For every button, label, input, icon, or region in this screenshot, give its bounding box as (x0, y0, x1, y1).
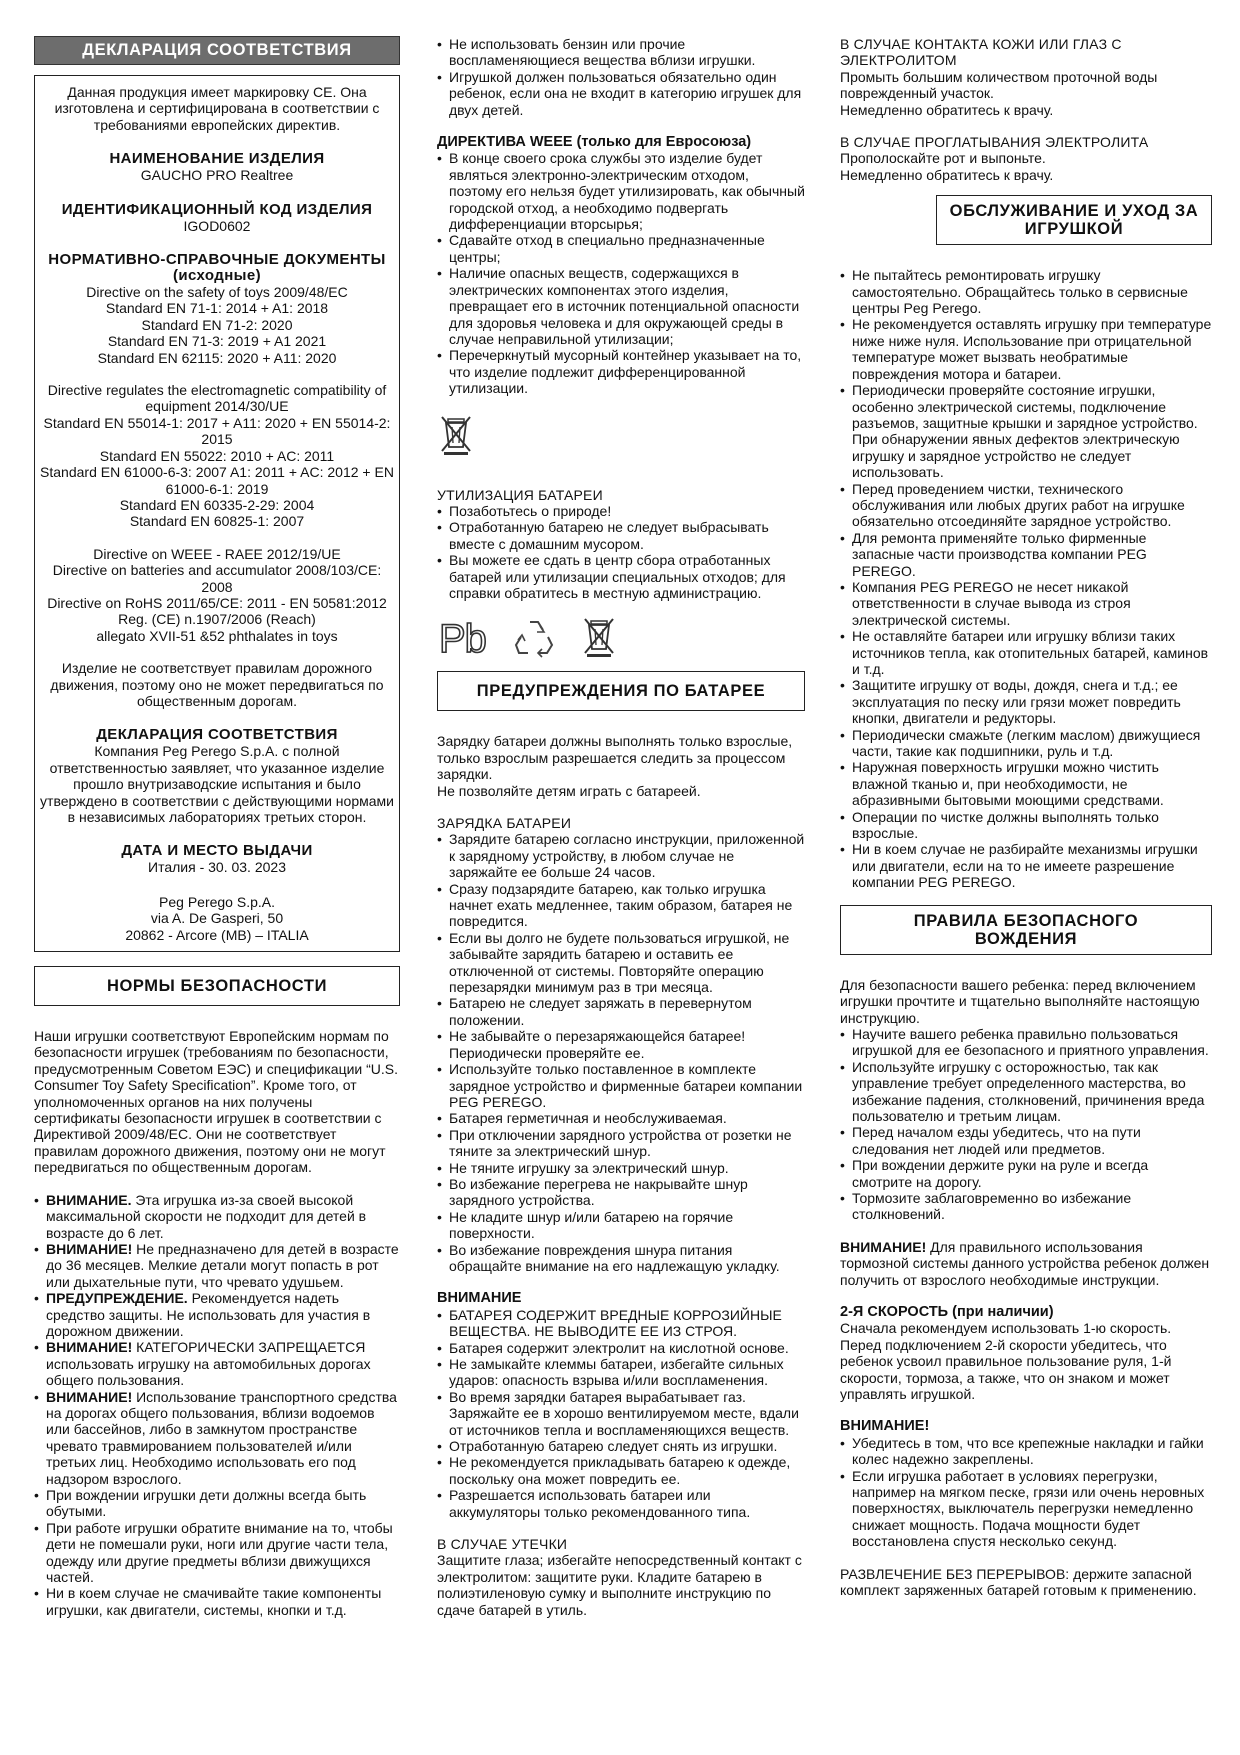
declaration-title: ДЕКЛАРАЦИЯ СООТВЕТСТВИЯ (34, 36, 400, 65)
list-item: • Не кладите шнур и/или батарею на горячие поверхности. (437, 1209, 805, 1242)
road-notice: Изделие не соответствует правилам дорожного движения, поэтому оно не может передвигаться по общественным дорогам. (50, 660, 384, 709)
list-item: • При вождении держите руки на руле и всегда смотрите на дорогу. (840, 1157, 1212, 1190)
list-item: • Периодически проверяйте состояние игрушки, особенно электрической системы, подключение разъемов, защитные крышки и зарядное устройство. При обнаружении явных дефектов электрическую игрушку и зарядное устройство не следует использовать. (840, 382, 1212, 480)
column-3 (840, 36, 1212, 1599)
list-item: • Наличие опасных веществ, содержащихся в электрических компонентах этого изделия, превращает его в источник потенциальной опасности для здоровья человека и для окружающей среды в случае неправильной утилизации; (437, 265, 805, 347)
list-item: • Используйте только поставленное в комплекте зарядное устройство и фирменные батареи компании PEG PEREGO. (437, 1061, 805, 1110)
list-item: • Для ремонта применяйте только фирменные запасные части производства компании PEG PEREGO. (840, 530, 1212, 579)
list-item-text: Эта игрушка из-за своей высокой максимальной скорости не подходит для детей в возрасте до 6 лет. (46, 1191, 367, 1241)
skin-text-2: Немедленно обратитесь к врачу. (840, 101, 1054, 118)
weee-heading: ДИРЕКТИВА WEEE (только для Евросоюза) (437, 134, 752, 151)
list-item (34, 1487, 400, 1520)
list-item: • Наружная поверхность игрушки можно чистить влажной тканью и, при необходимости, не абразивными бытовыми моющими средствами. (840, 759, 1212, 808)
list-item: • Игрушкой должен пользоваться обязательно один ребенок, если она не входит в категорию игрушек для двух детей. (437, 69, 805, 118)
emc-line: Standard EN 60825-1: 2007 (129, 513, 305, 530)
list-item-text: Ни в коем случае не смачивайте такие компоненты игрушки, как двигатели, системы, кнопки и т.д. (46, 1585, 382, 1618)
list-item: • Не оставляйте батареи или игрушку вблизи таких источников тепла, как отопительных батарей, каминов и т.д. (840, 628, 1212, 677)
crossed-bin-icon (439, 413, 473, 457)
declaration-box (34, 75, 400, 952)
safety-list (34, 1192, 400, 1619)
leak-text: Защитите глаза; избегайте непосредственный контакт с электролитом: защитите руки. Кладите батарею в полиэтиленовую сумку и выполните инструкцию по сдаче батарей в утиль. (437, 1552, 802, 1618)
column-2 (437, 36, 805, 1618)
conformity-heading: ДЕКЛАРАЦИЯ СООТВЕТСТВИЯ (96, 726, 338, 744)
norms-line: Standard EN 71-1: 2014 + A1: 2018 (105, 300, 329, 317)
list-item: • Компания PEG PEREGO не несет никакой ответственности в случае вывода из строя электрической системы. (840, 579, 1212, 628)
weee-line: allegato XVII-51 &52 phthalates in toys (96, 627, 338, 644)
date-text: Италия - 30. 03. 2023 (148, 859, 286, 876)
attention-heading-2: ВНИМАНИЕ! (840, 1418, 930, 1435)
battery-icons (439, 615, 805, 662)
recycle-icon (512, 617, 556, 659)
attention-list-2 (840, 1435, 1212, 1550)
speed-text: Сначала рекомендуем использовать 1-ю скорость. Перед подключением 2-й скорости убедитесь, что ребенок усвоил правильное пользование руля, 1-й скорости, тормоза, а также, что он знаком и может управлять игрушкой. (840, 1320, 1172, 1403)
box-intro: Данная продукция имеет маркировку CE. Она изготовлена и сертифицирована в соответствии с требованиями европейских директив. (54, 84, 380, 133)
list-item: • Не рекомендуется прикладывать батарею к одежде, поскольку она может повредить ее. (437, 1454, 805, 1487)
list-item-keyword: ВНИМАНИЕ! (46, 1339, 133, 1356)
weee-lines (37, 546, 397, 644)
list-item: • БАТАРЕЯ СОДЕРЖИТ ВРЕДНЫЕ КОРРОЗИЙНЫЕ ВЕЩЕСТВА. НЕ ВЫВОДИТЕ ЕЕ ИЗ СТРОЯ. (437, 1307, 805, 1340)
list-item: • Используйте игрушку с осторожностью, так как управление требует определенного мастерства, во избежание падения, столкновений, причинения вреда пользователю и третьим лицам. (840, 1059, 1212, 1125)
list-item-keyword: ПРЕДУПРЕЖДЕНИЕ. (46, 1290, 188, 1307)
list-item: • Не использовать бензин или прочие воспламеняющиеся вещества вблизи игрушки. (437, 36, 805, 69)
list-item: • Отработанную батарею не следует выбрасывать вместе с домашним мусором. (437, 519, 805, 552)
weee-line: Reg. (CE) n.1907/2006 (Reach) (118, 611, 316, 628)
conformity-text: Компания Peg Perego S.p.A. с полной ответственностью заявляет, что указанное изделие прошло внутризаводские испытания и было утверждено в соответствии с действующими нормами в независимых лабораториях третьих сторон. (40, 743, 394, 825)
list-item: • Защитите игрушку от воды, дождя, снега и т.д.; ее эксплуатация по песку или грязи может повредить кнопки, двигатели и редукторы. (840, 677, 1212, 726)
list-item-text: КАТЕГОРИЧЕСКИ ЗАПРЕЩАЕТСЯ использовать игрушку на автомобильных дорогах общего пользования. (46, 1339, 371, 1389)
list-item: • Батарея герметичная и необслуживаемая. (437, 1110, 805, 1126)
list-item: • Перед проведением чистки, технического обслуживания или любых других работ на игрушке обязательно отсоединяйте зарядное устройство. (840, 481, 1212, 530)
list-item: • Ни в коем случае не разбирайте механизмы игрушки или двигатели, если на то не имеете разрешение компании PEG PEREGO. (840, 841, 1212, 890)
list-item-keyword: ВНИМАНИЕ! (46, 1240, 133, 1257)
brake-text: Для правильного использования тормозной системы данного устройства ребенок должен получить от взрослого необходимые инструкции. (840, 1238, 1210, 1288)
list-item: • Зарядите батарею согласно инструкции, приложенной к зарядному устройству, в любом случае не заряжайте ее больше 24 часов. (437, 831, 805, 880)
list-item: • Не рекомендуется оставлять игрушку при температуре ниже ниже нуля. Использование при отрицательной температуре может вызвать необратимые повреждения мотора и батареи. (840, 316, 1212, 382)
list-item (34, 1389, 400, 1487)
swallow-text-2: Немедленно обратитесь к врачу. (840, 166, 1054, 183)
norms-line: Standard EN 71-3: 2019 + A1 2021 (107, 333, 327, 350)
weee-line: Directive on WEEE - RAEE 2012/19/UE (93, 545, 341, 562)
list-item: • При отключении зарядного устройства от розетки не тяните за электрический шнур. (437, 1127, 805, 1160)
swallow-heading: В СЛУЧАЕ ПРОГЛАТЫВАНИЯ ЭЛЕКТРОЛИТА (840, 134, 1149, 151)
product-name-heading: НАИМЕНОВАНИЕ ИЗДЕЛИЯ (109, 150, 325, 168)
list-item: • Перечеркнутый мусорный контейнер указывает на то, что изделие подлежит дифференцированной утилизации. (437, 347, 805, 396)
driving-list (840, 1026, 1212, 1223)
battery-disposal-heading: УТИЛИЗАЦИЯ БАТАРЕИ (437, 486, 603, 503)
skin-text: Промыть большим количеством проточной воды поврежденный участок. (840, 68, 1158, 102)
leak-heading: В СЛУЧАЕ УТЕЧКИ (437, 1536, 568, 1553)
address-line: via A. De Gasperi, 50 (150, 910, 284, 927)
safety-title: НОРМЫ БЕЗОПАСНОСТИ (34, 966, 400, 1006)
care-list (840, 267, 1212, 890)
driving-intro: Для безопасности вашего ребенка: перед включением игрушки прочтите и тщательно выполняйте настоящую инструкцию. (840, 976, 1200, 1026)
battery-disposal-list (437, 503, 805, 601)
list-item-text: Использование транспортного средства на дорогах общего пользования, вблизи водоемов или бассейнов, либо в замкнутом пространстве чревато травмированием пользователей и/или третьих лиц. Необходимо использовать его под надзором взрослого. (46, 1388, 397, 1487)
brake-keyword: ВНИМАНИЕ! (840, 1238, 927, 1255)
weee-list (437, 150, 805, 396)
list-item: • Сдавайте отход в специально предназначенные центры; (437, 232, 805, 265)
address-line: Peg Perego S.p.A. (159, 893, 275, 910)
column-1 (34, 36, 400, 1618)
norms-line: Standard EN 62115: 2020 + A11: 2020 (97, 349, 337, 366)
product-code: IGOD0602 (183, 217, 251, 234)
product-name: GAUCHO PRO Realtree (140, 167, 294, 184)
list-item (34, 1585, 400, 1618)
list-item: • Не замыкайте клеммы батареи, избегайте сильных ударов: опасность взрыва и/или воспламенения. (437, 1356, 805, 1389)
weee-line: Directive on batteries and accumulator 2008/103/CE: 2008 (52, 562, 382, 595)
speed-heading: 2-Я СКОРОСТЬ (при наличии) (840, 1304, 1054, 1320)
list-item: • Если вы долго не будете пользоваться игрушкой, не забывайте зарядить батарею и оставить ее отключенной от системы. Повторяйте операцию перезарядки минимум раз в три месяца. (437, 930, 805, 996)
list-item (34, 1241, 400, 1290)
list-item-text: Не предназначено для детей в возрасте до 36 месяцев. Мелкие детали могут попасть в рот или дыхательные пути, что чревато удушьем. (46, 1240, 399, 1290)
list-item (34, 1192, 400, 1241)
product-code-heading: ИДЕНТИФИКАЦИОННЫЙ КОД ИЗДЕЛИЯ (61, 200, 373, 218)
list-item: • Периодически смажьте (легким маслом) движущиеся части, такие как подшипники, руль и т.д. (840, 727, 1212, 760)
battery-intro: Зарядку батареи должны выполнять только взрослые, только взрослым разрешается следить за процессом зарядки. (437, 733, 793, 783)
date-heading: ДАТА И МЕСТО ВЫДАЧИ (121, 842, 313, 860)
norms-heading: НОРМАТИВНО-СПРАВОЧНЫЕ ДОКУМЕНТЫ (исходные) (48, 251, 386, 285)
lead-pb-icon: Pb (439, 617, 486, 662)
address-line: 20862 - Arcore (MB) – ITALIA (125, 926, 309, 943)
list-item (34, 1290, 400, 1339)
list-item: • Убедитесь в том, что все крепежные накладки и гайки колес надежно закреплены. (840, 1435, 1212, 1468)
list-item: • Если игрушка работает в условиях перегрузки, например на мягком песке, грязи или очень неровных поверхностях, выключатель перегрузки немедленно снижает мощность. Подача мощности будет восстановлена спустя несколько секунд. (840, 1468, 1212, 1550)
list-item-text: При работе игрушки обратите внимание на то, чтобы дети не помешали руки, ноги или другие части тела, одежду или другие предметы вблизи движущихся частей. (46, 1519, 393, 1586)
emc-line: Standard EN 55014-1: 2017 + A11: 2020 + EN 55014-2: 2015 (43, 414, 391, 448)
list-item (34, 1520, 400, 1586)
emc-line: Directive regulates the electromagnetic compatibility of equipment 2014/30/UE (47, 382, 387, 415)
swallow-text: Прополоскайте рот и выпоньте. (840, 150, 1046, 167)
fun-text: РАЗВЛЕЧЕНИЕ БЕЗ ПЕРЕРЫВОВ: держите запасной комплект заряженных батарей готовым к применению. (840, 1565, 1197, 1599)
norms-lines (37, 284, 397, 366)
list-item: • Разрешается использовать батареи или аккумуляторы только рекомендованного типа. (437, 1487, 805, 1520)
attention-list (437, 1307, 805, 1520)
list-item: • Научите вашего ребенка правильно пользоваться игрушкой для ее безопасного и приятного управления. (840, 1026, 1212, 1059)
list-item-keyword: ВНИМАНИЕ. (46, 1191, 132, 1208)
list-item-text: При вождении игрушки дети должны всегда быть обутыми. (46, 1487, 367, 1520)
norms-line: Standard EN 71-2: 2020 (141, 316, 293, 333)
weee-icons (439, 413, 805, 457)
safety-intro: Наши игрушки соответствуют Европейским нормам по безопасности игрушек (требованиям по безопасности, предусмотренным Советом ЕЭС) и спецификации “U.S. Consumer Toy Safety Specification”. Кроме того, от уполномоченных органов на них получены сертификаты безопасности игрушек в соответствии с Директивой 2009/48/ЕС. Они не соответствует правилам дорожного движения, поэтому они не могут передвигаться по общественным дорогам. (34, 1028, 399, 1176)
skin-heading: В СЛУЧАЕ КОНТАКТА КОЖИ ИЛИ ГЛАЗ С ЭЛЕКТРОЛИТОМ (840, 36, 1122, 69)
charging-list (437, 831, 805, 1274)
weee-line: Directive on RoHS 2011/65/CE: 2011 - EN 50581:2012 (47, 594, 387, 611)
top-list (437, 36, 805, 118)
list-item: • Во время зарядки батарея вырабатывает газ. Заряжайте ее в хорошо вентилируемом месте, вдали от источников тепла и воспламеняющихся веществ. (437, 1389, 805, 1438)
norms-line: Directive on the safety of toys 2009/48/EC (86, 284, 348, 301)
list-item: • В конце своего срока службы это изделие будет являться электронно-электрическим отходом, поэтому его нельзя будет утилизировать, как обычный городской отход, а необходимо подвергать дифференциации вторсырья; (437, 150, 805, 232)
list-item: • Отработанную батарею следует снять из игрушки. (437, 1438, 805, 1454)
list-item: • Тормозите заблаговременно во избежание столкновений. (840, 1190, 1212, 1223)
attention-heading: ВНИМАНИЕ (437, 1290, 522, 1307)
list-item: • Перед началом езды убедитесь, что на пути следования нет людей или предметов. (840, 1124, 1212, 1157)
emc-lines (37, 382, 397, 530)
list-item: • Батарея содержит электролит на кислотной основе. (437, 1340, 805, 1356)
emc-line: Standard EN 60335-2-29: 2004 (119, 496, 315, 513)
list-item: • Позаботьтесь о природе! (437, 503, 805, 519)
charging-heading: ЗАРЯДКА БАТАРЕИ (437, 815, 572, 831)
emc-line: Standard EN 55022: 2010 + AC: 2011 (99, 447, 335, 464)
list-item: • Батарею не следует заряжать в перевернутом положении. (437, 995, 805, 1028)
list-item: • Не забывайте о перезаряжающейся батарее! Периодически проверяйте ее. (437, 1028, 805, 1061)
list-item: • Сразу подзарядите батарею, как только игрушка начнет ехать медленнее, таким образом, батарея не повредится. (437, 881, 805, 930)
crossed-bin-icon (582, 615, 616, 659)
list-item: • Операции по чистке должны выполнять только взрослые. (840, 809, 1212, 842)
list-item: • Вы можете ее сдать в центр сбора отработанных батарей или утилизации специальных отходов; для справки обратитесь в местную администрацию. (437, 552, 805, 601)
list-item: • Не пытайтесь ремонтировать игрушку самостоятельно. Обращайтесь только в сервисные центры Peg Perego. (840, 267, 1212, 316)
list-item: • Не тяните игрушку за электрический шнур. (437, 1160, 805, 1176)
list-item: • Во избежание повреждения шнура питания обращайте внимание на его надлежащую укладку. (437, 1242, 805, 1275)
list-item-keyword: ВНИМАНИЕ! (46, 1388, 133, 1405)
driving-title: ПРАВИЛА БЕЗОПАСНОГО ВОЖДЕНИЯ (840, 905, 1212, 955)
list-item-text: Рекомендуется надеть средство защиты. Не использовать для участия в дорожном движении. (46, 1290, 371, 1339)
list-item: • Во избежание перегрева не накрывайте шнур зарядного устройства. (437, 1176, 805, 1209)
list-item (34, 1339, 400, 1388)
care-title: ОБСЛУЖИВАНИЕ И УХОД ЗА ИГРУШКОЙ (936, 195, 1212, 245)
emc-line: Standard EN 61000-6-3: 2007 A1: 2011 + AC: 2012 + EN 61000-6-1: 2019 (40, 464, 394, 497)
brake-notice (840, 1239, 1212, 1288)
battery-warnings-title: ПРЕДУПРЕЖДЕНИЯ ПО БАТАРЕЕ (437, 671, 805, 711)
battery-intro-2: Не позволяйте детям играть с батареей. (437, 782, 701, 799)
